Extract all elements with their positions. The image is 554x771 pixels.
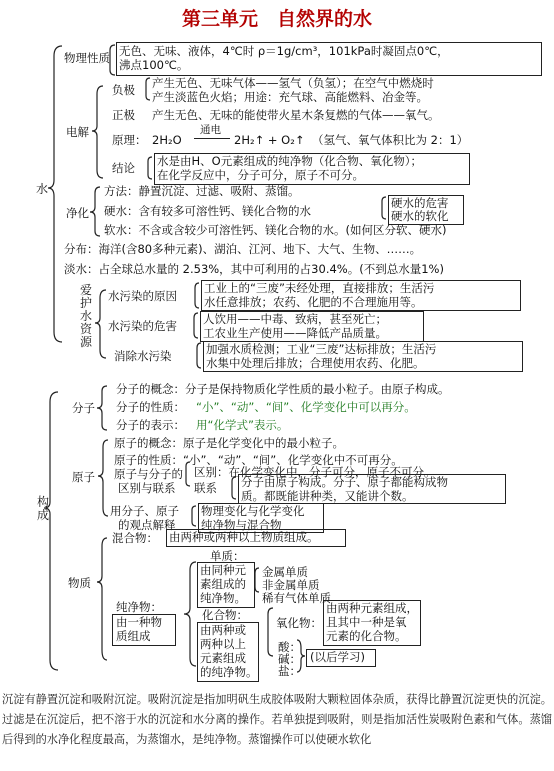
element-substance-label: 单质： xyxy=(210,549,245,563)
pollution-fix-label: 消除水污染 xyxy=(114,349,172,363)
equation-condition: 通电 xyxy=(200,124,221,136)
compound-def-1: 由两种或 xyxy=(200,623,246,637)
principle-label: 原理： xyxy=(112,133,147,147)
equation-note: （氢气、氧气体积比为 2：1） xyxy=(312,133,469,147)
molecule-property: “小”、“动”、“间”、化学变化中可以再分。 xyxy=(196,400,416,414)
negative-electrode-line2: 产生淡蓝色火焰；用途：充气球、高能燃料、冶金等。 xyxy=(152,90,428,104)
particle-view-label-line1: 用分子、原子 xyxy=(110,504,179,518)
later-study-note: (以后学习) xyxy=(310,650,365,664)
notes-paragraph: 沉淀有静置沉淀和吸附沉淀。吸附沉淀是指加明矾生成胶体吸附大颗粒固体杂质，获得比静置沉淀更快的沉淀。过滤是在沉淀后，把不溶于水的沉淀和水分离的操作。若单独提到吸附，则是指加活性炭吸附色素和气体。蒸馏后得到的水净化程度最高，为蒸馏水，是纯净物。蒸馏操作可以使硬水软化 xyxy=(2,693,552,746)
equation-left: 2H₂O xyxy=(152,133,182,147)
atom-molecule-link-label: 联系 xyxy=(194,481,217,495)
physical-properties-label: 物理性质 xyxy=(64,51,110,65)
conclusion-label: 结论 xyxy=(112,161,135,175)
pure-substance-def-1: 由一种物 xyxy=(116,615,162,629)
particle-view-change: 物理变化与化学变化 xyxy=(201,504,305,518)
soft-water: 软水：不含或含较少可溶性钙、镁化合物的水。(如何区分软、硬水) xyxy=(104,223,447,237)
molecule-property-label: 分子的性质： xyxy=(116,400,185,414)
pollution-fix-line1: 加强水质检测；工业“三废”达标排放；生活污 xyxy=(206,342,437,356)
negative-electrode-label: 负极 xyxy=(112,83,135,97)
hard-water-softening: 硬水的软化 xyxy=(391,209,449,223)
element-type-nonmetal: 非金属单质 xyxy=(262,578,320,592)
physical-properties-line2: 沸点100℃。 xyxy=(119,58,189,72)
fresh-water: 淡水：占全球总水量的 2.53%，其中可利用的占30.4%。(不到总水量1%) xyxy=(64,262,444,276)
matter-label: 物质 xyxy=(68,576,91,590)
atom-label: 原子 xyxy=(72,470,95,484)
atom-concept: 原子的概念：原子是化学变化中的最小粒子。 xyxy=(114,436,344,450)
electrolysis-label: 电解 xyxy=(66,125,89,139)
water-root: 水 xyxy=(36,182,49,196)
conclusion-line2: 在化学反应中，分子可分，原子不可分。 xyxy=(157,168,364,182)
particle-view-label-line2: 的观点解释 xyxy=(118,518,176,532)
atom-molecule-difference: 区别：在化学变化中，分子可分，原子不可分。 xyxy=(194,465,436,479)
protect-water-label: 爱护水资源 xyxy=(79,283,92,349)
hard-water: 硬水：含有较多可溶性钙、镁化合物的水 xyxy=(104,204,311,218)
oxide-def-3: 元素的化合物。 xyxy=(326,629,407,643)
pollution-cause-line1: 工业上的“三废”未经处理，直接排放；生活污 xyxy=(204,281,435,295)
pollution-harm-line2: 工农业生产使用——降低产品质量。 xyxy=(203,326,387,340)
element-def-3: 纯净物。 xyxy=(200,591,246,605)
compound-def-4: 的纯净物。 xyxy=(200,665,258,679)
atom-molecule-link-line2: 质。都既能讲种类，又能讲个数。 xyxy=(241,489,414,503)
atom-properties: 原子的性质：“小”、“动”、“间”、化学变化中不可再分。 xyxy=(114,453,403,467)
oxide-label: 氧化物： xyxy=(276,616,322,630)
oxide-def-1: 由两种元素组成， xyxy=(326,601,418,615)
pollution-harm-label: 水污染的危害 xyxy=(108,319,177,333)
molecule-concept: 分子的概念：分子是保持物质化学性质的最小粒子。由原子构成。 xyxy=(116,382,450,396)
pollution-cause-label: 水污染的原因 xyxy=(108,289,177,303)
pollution-cause-line2: 水任意排放；农药、化肥的不合理施用等。 xyxy=(204,295,423,309)
negative-electrode-line1: 产生无色、无味气体——氢气（负氢）；在空气中燃烧时 xyxy=(152,76,434,90)
equation-arrow xyxy=(194,138,230,139)
purification-methods: 方法：静置沉淀、过滤、吸附、蒸馏。 xyxy=(104,184,300,198)
purification-label: 净化 xyxy=(66,206,89,220)
hard-water-harm: 硬水的危害 xyxy=(391,196,449,210)
molecule-representation: 用“化学式”表示。 xyxy=(196,418,289,432)
equation-right: 2H₂↑ + O₂↑ xyxy=(234,133,305,147)
element-type-metal: 金属单质 xyxy=(262,565,308,579)
element-def-1: 由同种元 xyxy=(200,563,246,577)
pollution-harm-line1: 人饮用——中毒、致病，甚至死亡； xyxy=(203,312,387,326)
positive-electrode-label: 正极 xyxy=(112,108,135,122)
molecule-label: 分子 xyxy=(72,401,95,415)
structure-root: 构成 xyxy=(36,495,49,522)
page-title: 第三单元 自然界的水 xyxy=(181,8,372,30)
element-type-noble-gas: 稀有气体单质 xyxy=(262,591,331,605)
atom-molecule-relation-line2: 区别与联系 xyxy=(118,481,176,495)
positive-electrode-text: 产生无色、无味的能使带火星木条复燃的气体——氧气。 xyxy=(152,108,440,122)
pollution-fix-line2: 水集中处理后排放；合理使用农药、化肥。 xyxy=(206,356,425,370)
pure-substance-def-2: 质组成 xyxy=(116,629,151,643)
particle-view-purity: 纯净物与混合物 xyxy=(201,518,282,532)
atom-molecule-link-line1: 分子由原子构成。分子、原子都能构成物 xyxy=(241,475,448,489)
compound-def-2: 两种以上 xyxy=(200,637,246,651)
compound-label: 化合物： xyxy=(202,608,248,622)
base-label: 碱： xyxy=(278,652,301,666)
conclusion-line1: 水是由H、O元素组成的纯净物（化合物、氧化物）； xyxy=(157,154,422,168)
element-def-2: 素组成的 xyxy=(200,577,246,591)
water-distribution: 分布：海洋(含80多种元素)、湖泊、江河、地下、大气、生物、……。 xyxy=(64,242,422,256)
compound-def-3: 元素组成 xyxy=(200,651,246,665)
acid-label: 酸： xyxy=(278,640,301,654)
oxide-def-2: 且其中一种是氧 xyxy=(326,615,407,629)
mixture-definition: 由两种或两种以上物质组成。 xyxy=(169,530,319,544)
pure-substance-label: 纯净物： xyxy=(116,600,162,614)
mixture-label: 混合物： xyxy=(112,531,158,545)
physical-properties-line1: 无色、无味、液体，4℃时 ρ＝1g/cm³，101kPa时凝固点0℃， xyxy=(119,44,449,58)
molecule-representation-label: 分子的表示： xyxy=(116,418,185,432)
salt-label: 盐： xyxy=(278,664,301,678)
atom-molecule-relation-line1: 原子与分子的 xyxy=(114,467,183,481)
